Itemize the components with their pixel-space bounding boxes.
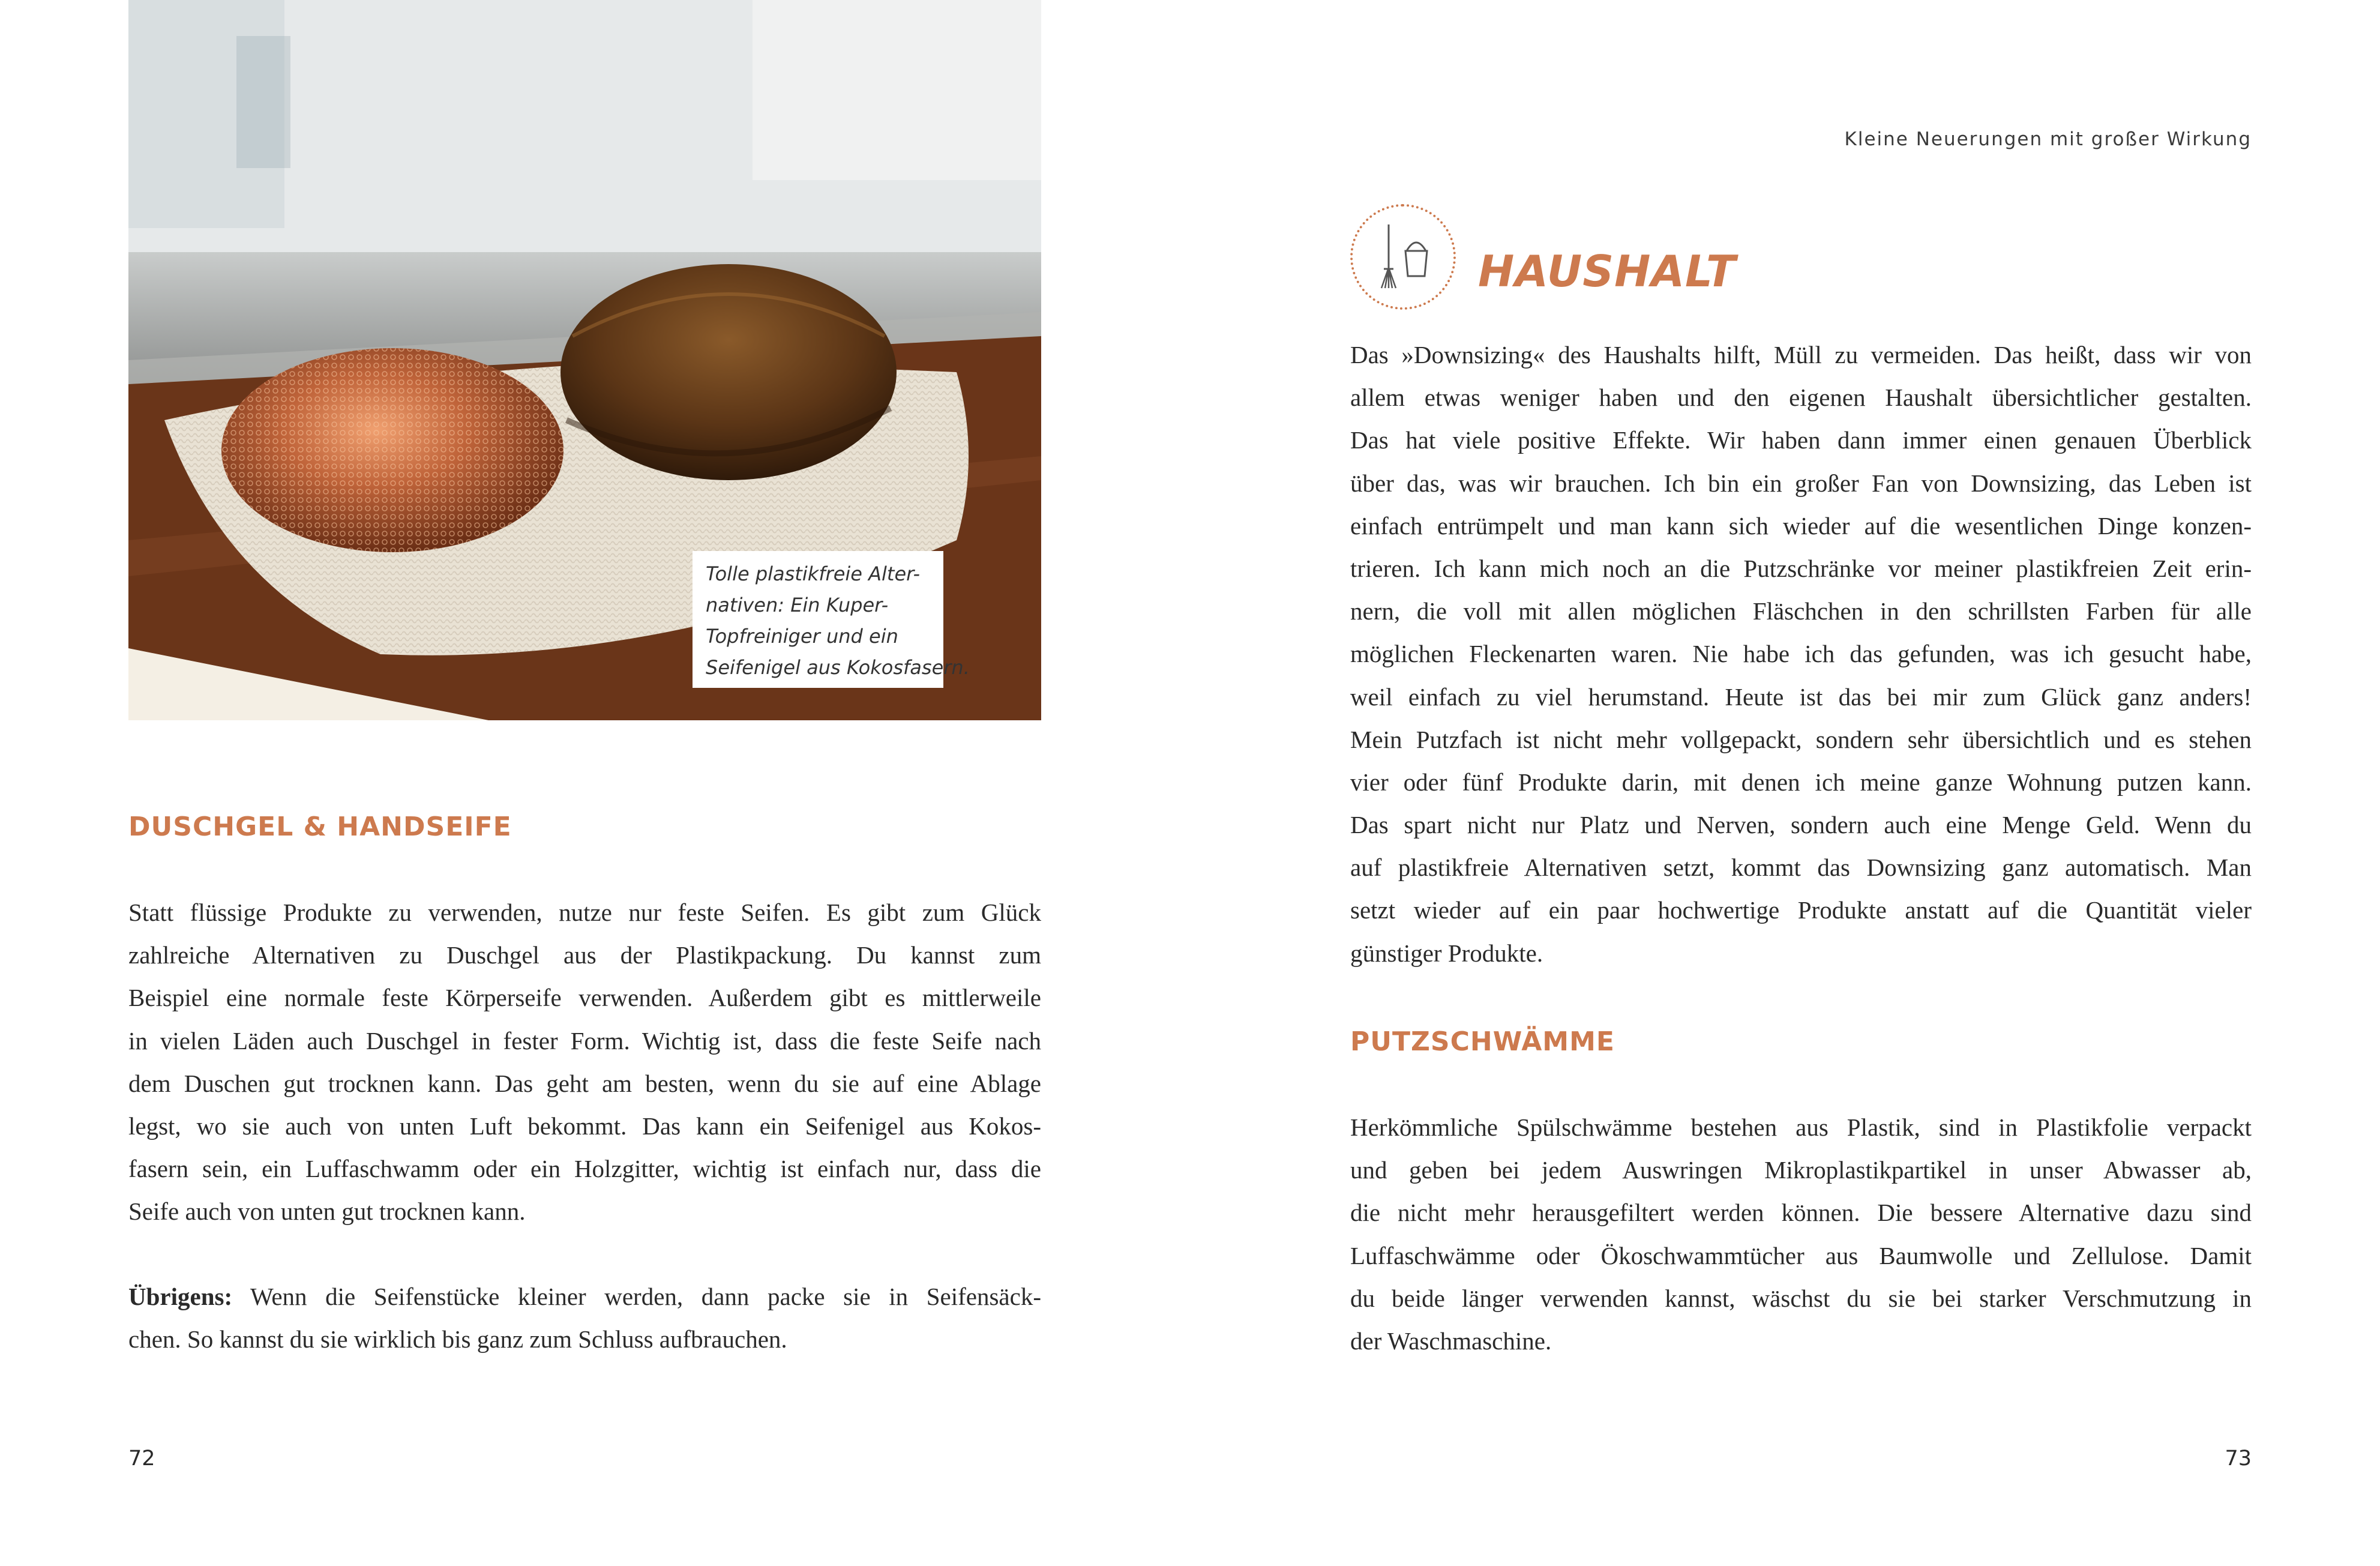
chapter-title: HAUSHALT [1478, 246, 1737, 297]
text-line: du beide länger verwenden kannst, wäschst du sie bei starker Verschmutzung in [1350, 1284, 2252, 1312]
text-line: legst, wo sie auch von unten Luft bekommt. Das kann ein Seifenigel aus Kokos- [128, 1112, 1041, 1140]
section-heading-putzschwaemme: PUTZSCHWÄMME [1350, 1026, 1615, 1057]
text-line: weil einfach zu viel herumstand. Heute ist das bei mir zum Glück ganz anders! [1350, 682, 2252, 711]
note-paragraph [128, 1275, 1041, 1361]
text-line: Luffaschwämme oder Ökoschwammtücher aus Baumwolle und Zellulose. Damit [1350, 1241, 2252, 1269]
text-line: Beispiel eine normale feste Körperseife verwenden. Außerdem gibt es mittlerweile [128, 984, 1041, 1012]
text-line: auf plastikfreie Alternativen setzt, kommt das Downsizing ganz automatisch. Man [1350, 854, 2252, 882]
broom-bucket-icon [1371, 221, 1437, 293]
haushalt-intro [1350, 334, 2252, 975]
text-line: Das hat viele positive Effekte. Wir haben dann immer einen genauen Überblick [1350, 426, 2252, 454]
text-line: der Waschmaschine. [1350, 1327, 1552, 1355]
text-line: nern, die voll mit allen möglichen Fläschchen in den schrillsten Farben für alle [1350, 597, 2252, 625]
text-line: Das »Downsizing« des Haushalts hilft, Müll zu vermeiden. Das heißt, dass wir von [1350, 341, 2252, 369]
text-line: setzt wieder auf ein paar hochwertige Produkte anstatt auf die Quantität vieler [1350, 896, 2252, 924]
text-line: möglichen Fleckenarten waren. Nie habe ich das gefunden, was ich gesucht habe, [1350, 640, 2252, 668]
text-line: Seife auch von unten gut trocknen kann. [128, 1197, 526, 1226]
duschgel-paragraph [128, 891, 1041, 1233]
text-line: vier oder fünf Produkte darin, mit denen ich meine ganze Wohnung putzen kann. [1350, 768, 2252, 796]
note-line: chen. So kannst du sie wirklich bis ganz zum Schluss aufbrauchen. [128, 1325, 787, 1354]
page-number-left: 72 [128, 1447, 155, 1471]
text-line: und geben bei jedem Auswringen Mikroplastikpartikel in unser Abwasser ab, [1350, 1156, 2252, 1184]
caption-line: nativen: Ein Kuper- [706, 594, 889, 616]
text-line: Das spart nicht nur Platz und Nerven, sondern auch eine Menge Geld. Wenn du [1350, 811, 2252, 839]
text-line: Mein Putzfach ist nicht mehr vollgepackt, sondern sehr übersichtlich und es stehen [1350, 725, 2252, 753]
text-line: zahlreiche Alternativen zu Duschgel aus der Plastikpackung. Du kannst zum [128, 941, 1041, 969]
putzschwaemme-paragraph [1350, 1106, 2252, 1363]
text-line: günstiger Produkte. [1350, 939, 1543, 967]
text-line: Herkömmliche Spülschwämme bestehen aus Plastik, sind in Plastikfolie verpackt [1350, 1113, 2252, 1141]
photo-caption [693, 551, 970, 688]
chapter-icon-badge [1350, 204, 1456, 310]
page-number-right: 73 [2225, 1447, 2252, 1471]
caption-line: Topfreiniger und ein [706, 625, 898, 648]
right-page [1190, 0, 2380, 1566]
text-line: die nicht mehr herausgefiltert werden können. Die bessere Alternative dazu sind [1350, 1199, 2252, 1227]
caption-line: Seifenigel aus Kokosfasern. [706, 656, 970, 679]
note-line [128, 1275, 1041, 1318]
text-line: trieren. Ich kann mich noch an die Putzschränke vor meiner plastikfreien Zeit erin- [1350, 554, 2252, 582]
text-line: Statt flüssige Produkte zu verwenden, nutze nur feste Seifen. Es gibt zum Glück [128, 899, 1041, 926]
text-line: fasern sein, ein Luffaschwamm oder ein Holzgitter, wichtig ist einfach nur, dass die [128, 1155, 1041, 1183]
text-line: in vielen Läden auch Duschgel in fester Form. Wichtig ist, dass die feste Seife nach [128, 1026, 1041, 1055]
text-line: dem Duschen gut trocknen kann. Das geht am besten, wenn du sie auf eine Ablage [128, 1069, 1041, 1097]
running-head: Kleine Neuerungen mit großer Wirkung [1844, 128, 2252, 150]
text-line: allem etwas weniger haben und den eigenen Haushalt übersichtlicher gestalten. [1350, 384, 2252, 412]
note-label: Übrigens: [128, 1283, 233, 1310]
text-line: einfach entrümpelt und man kann sich wieder auf die wesentlichen Dinge konzen- [1350, 511, 2252, 540]
section-heading-duschgel: DUSCHGEL & HANDSEIFE [128, 812, 512, 842]
note-text: Wenn die Seifenstücke kleiner werden, dann packe sie in Seifensäck- [232, 1283, 1041, 1310]
text-line: über das, was wir brauchen. Ich bin ein großer Fan von Downsizing, das Leben ist [1350, 469, 2252, 497]
cleaning-sponges-photo [128, 0, 1041, 720]
caption-line: Tolle plastikfreie Alter- [706, 562, 921, 585]
